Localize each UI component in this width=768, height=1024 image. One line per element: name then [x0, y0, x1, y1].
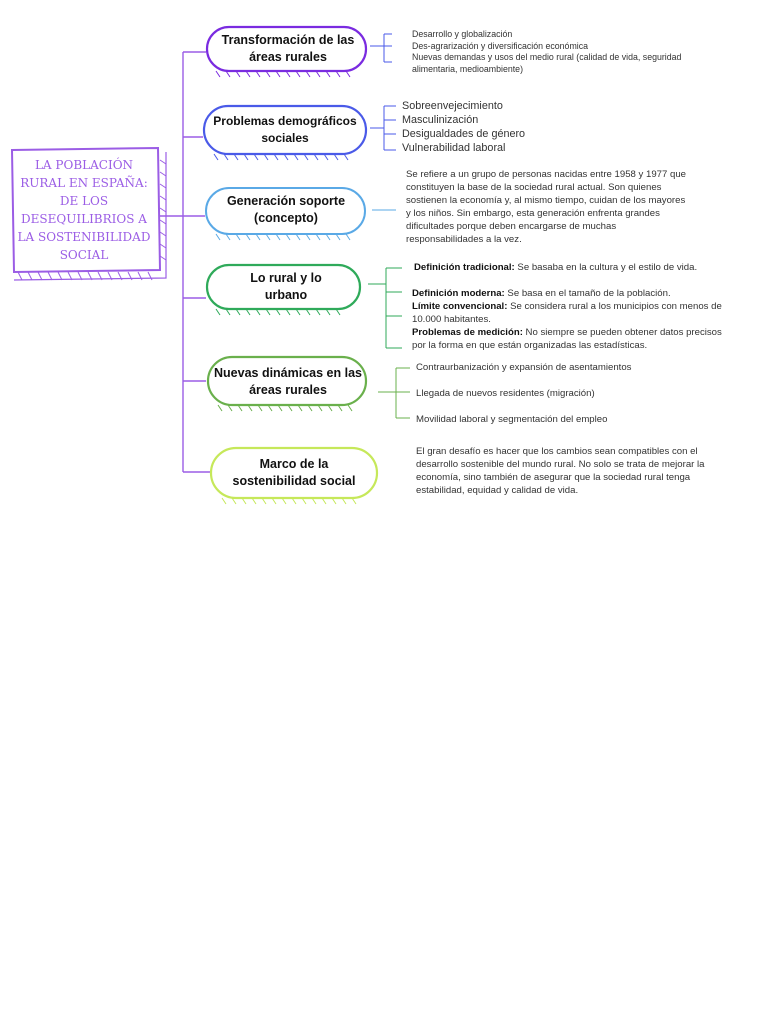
- list-item: Desigualdades de género: [402, 128, 526, 140]
- def-moderna-text: Se basa en el tamaño de la población.: [504, 288, 671, 299]
- list-item: Des-agrarización y diversificación económica: [412, 40, 589, 51]
- medicion-label: Problemas de medición:: [412, 327, 523, 338]
- list-item: Masculinización: [402, 114, 479, 126]
- root-title: LA POBLACIÓN RURAL EN ESPAÑA: DE LOS DESEQUILIBRIOS A LA SOSTENIBILIDAD SOCIAL: [17, 158, 151, 262]
- dinamicas-item-3: Movilidad laboral y segmentación del empleo: [416, 414, 608, 425]
- node-marco: Marco de la sostenibilidad social: [232, 457, 356, 488]
- def-tradicional-label: Definición tradicional:: [414, 262, 515, 273]
- transformacion-list: [412, 29, 682, 75]
- problemas-medicion: [412, 326, 722, 352]
- node-transformacion: Transformación de las áreas rurales: [221, 33, 355, 64]
- dinamicas-item-1: Contraurbanización y expansión de asentamientos: [416, 362, 632, 373]
- list-item: Nuevas demandas y usos del medio rural (calidad de vida, seguridad alimentaria, medioambiente): [412, 52, 682, 74]
- node-nuevas-dinamicas: Nuevas dinámicas en las áreas rurales: [214, 366, 362, 397]
- list-item: Desarrollo y globalización: [412, 29, 513, 39]
- def-tradicional-text: Se basaba en la cultura y el estilo de vida.: [514, 262, 698, 273]
- limite-text: Se considera rural a los municipios con menos de 10.000 habitantes.: [412, 301, 722, 325]
- generacion-description: Se refiere a un grupo de personas nacidas entre 1958 y 1977 que constituyen la base de la sociedad rural actual. Son quienes sostienen la economía y, al mismo tiempo, cuidan de los mayores y los niños. Sin embargo, esta generación enfrenta grandes dificultades porque deben encargarse de muchas responsabilidades a la vez.: [406, 169, 687, 245]
- limite-label: Límite convencional:: [412, 301, 508, 312]
- marco-description: El gran desafío es hacer que los cambios sean compatibles con el desarrollo sostenible del mundo rural. No solo se trata de mejorar la economía, sino también de asegurar que la sociedad rural tenga estabilidad, equidad y calidad de vida.: [416, 446, 705, 496]
- node-rural-urbano: Lo rural y lo urbano: [250, 271, 322, 302]
- rural-urbano-def-tradicional: [414, 261, 734, 274]
- limite-convencional: [412, 300, 722, 326]
- list-item: Vulnerabilidad laboral: [402, 142, 506, 154]
- def-moderna-label: Definición moderna:: [412, 288, 505, 299]
- node-problemas: Problemas demográficos sociales: [213, 114, 357, 145]
- rural-urbano-details: [412, 287, 722, 352]
- dinamicas-item-2: Llegada de nuevos residentes (migración): [416, 388, 595, 399]
- node-generacion: Generación soporte (concepto): [226, 194, 346, 225]
- list-item: Sobreenvejecimiento: [402, 100, 503, 112]
- medicion-text: No siempre se pueden obtener datos precisos por la forma en que están organizadas las estadísticas.: [412, 327, 722, 351]
- problemas-list: [402, 99, 602, 155]
- def-moderna: [412, 287, 722, 300]
